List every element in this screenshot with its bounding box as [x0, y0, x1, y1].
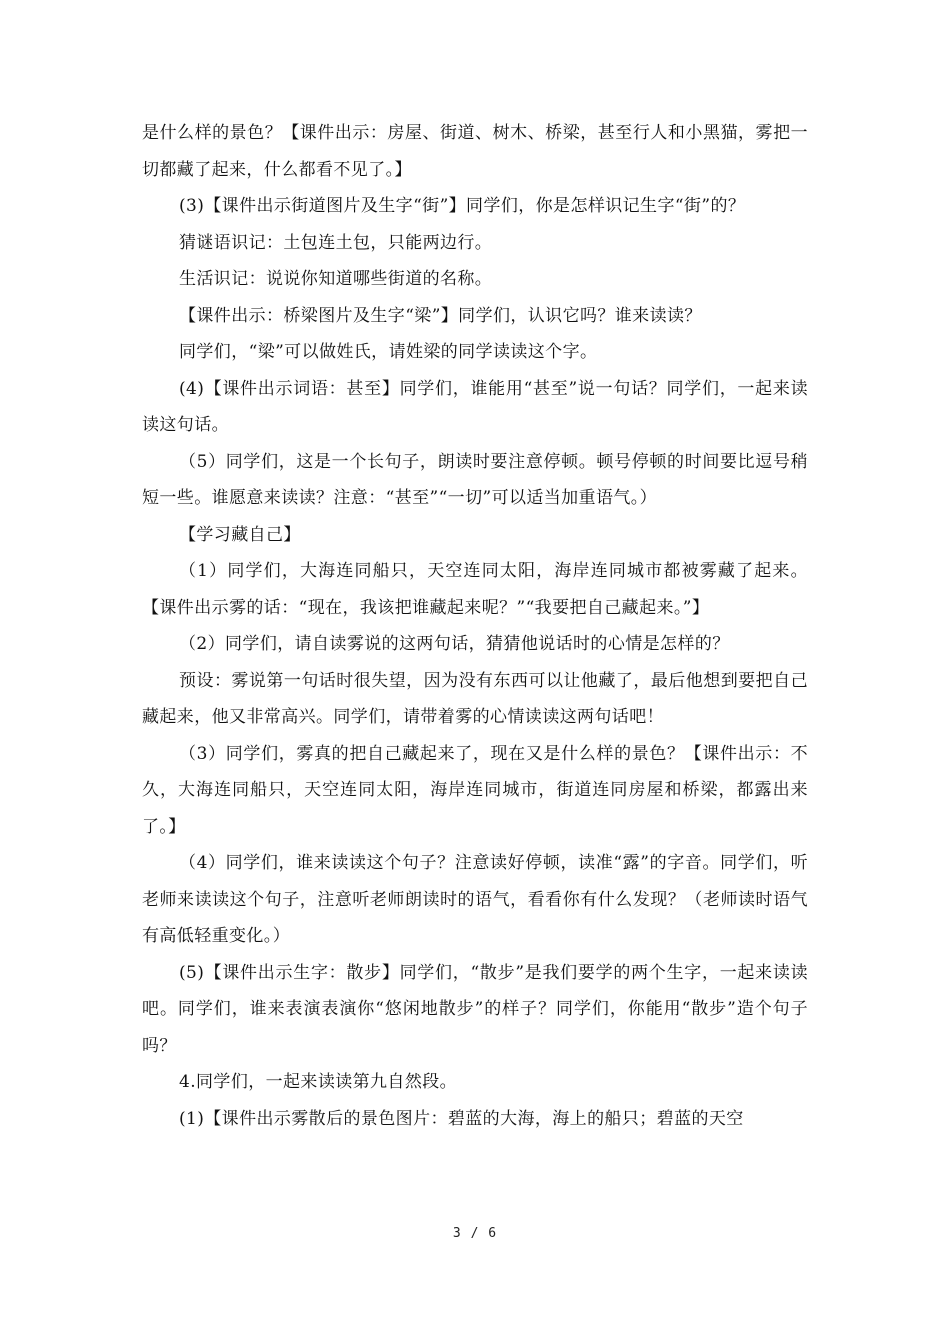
paragraph: 【课件出示：桥梁图片及生字“梁”】同学们，认识它吗？谁来读读？	[179, 305, 702, 326]
paragraph: （5）同学们，这是一个长句子，朗读时要注意停顿。顿号停顿的时间要比逗号稍短一些。谁愿意来读读？注意：“甚至”“一切”可以适当加重语气。）	[142, 451, 808, 508]
paragraph: 生活识记：说说你知道哪些街道的名称。	[179, 269, 493, 289]
paragraph: （1）同学们，大海连同船只，天空连同太阳，海岸连同城市都被雾藏了起来。【课件出示雾的话：“现在，我该把谁藏起来呢？”“我要把自己藏起来。”】	[142, 561, 808, 618]
paragraph: (3)【课件出示街道图片及生字“街”】同学们，你是怎样识记生字“街”的？	[179, 196, 746, 216]
paragraph: 4.同学们，一起来读读第九自然段。	[179, 1072, 458, 1092]
paragraph: （3）同学们，雾真的把自己藏起来了，现在又是什么样的景色？【课件出示：不久，大海连同船只，天空连同太阳，海岸连同城市，街道连同房屋和桥梁，都露出来了。】	[142, 743, 808, 837]
paragraph: (5)【课件出示生字：散步】同学们，“散步”是我们要学的两个生字，一起来读读吧。同学们，谁来表演表演你“悠闲地散步”的样子？同学们，你能用“散步”造个句子吗？	[142, 962, 808, 1056]
paragraph: （4）同学们，谁来读读这个句子？注意读好停顿，读准“露”的字音。同学们，听老师来读读这个句子，注意听老师朗读时的语气，看看你有什么发现？（老师读时语气有高低轻重变化。）	[142, 853, 808, 946]
paragraph: 同学们，“梁”可以做姓氏，请姓梁的同学读读这个字。	[179, 342, 598, 362]
paragraph: 【学习藏自己】	[179, 524, 301, 545]
document-body	[142, 115, 808, 1137]
paragraph: 是什么样的景色？【课件出示：房屋、街道、树木、桥梁，甚至行人和小黑猫，雾把一切都藏了起来，什么都看不见了。】	[142, 123, 808, 180]
paragraph: 猜谜语识记：土包连土包，只能两边行。	[179, 232, 493, 253]
paragraph: (4)【课件出示词语：甚至】同学们，谁能用“甚至”说一句话？同学们，一起来读读这句话。	[142, 378, 808, 435]
paragraph: （2）同学们，请自读雾说的这两句话，猜猜他说话时的心情是怎样的？	[179, 634, 730, 654]
page-number: 3 / 6	[452, 1226, 498, 1241]
paragraph: (1)【课件出示雾散后的景色图片：碧蓝的大海，海上的船只；碧蓝的天空	[179, 1108, 744, 1129]
paragraph: 预设：雾说第一句话时很失望，因为没有东西可以让他藏了，最后他想到要把自己藏起来，他又非常高兴。同学们，请带着雾的心情读读这两句话吧！	[142, 670, 808, 727]
